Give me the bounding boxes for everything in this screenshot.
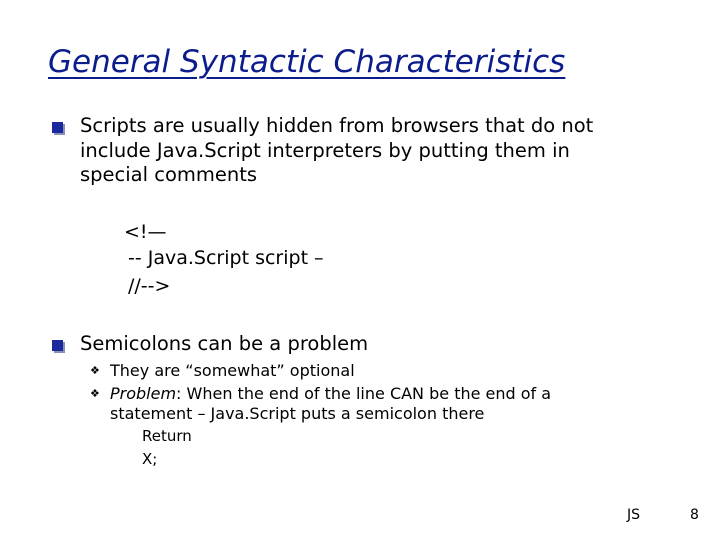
bullet-1-line-1: Scripts are usually hidden from browsers that do not xyxy=(80,114,594,137)
sub-bullet-2-emphasis: Problem xyxy=(110,384,177,403)
code-line-2: -- Java.Script script – xyxy=(128,247,324,269)
sub-bullet-2-rest: : When the end of the line CAN be the end of a xyxy=(176,384,552,403)
footer-label: JS xyxy=(627,507,641,523)
bullet-2-text: Semicolons can be a problem xyxy=(80,332,369,355)
slide-title: General Syntactic Characteristics xyxy=(48,44,566,80)
sub-bullet-1: They are “somewhat” optional xyxy=(110,361,355,380)
diamond-bullet-icon: ❖ xyxy=(90,364,100,377)
diamond-bullet-icon: ❖ xyxy=(90,387,100,400)
code-line-1: <!— xyxy=(124,221,167,243)
bullet-1-line-3: special comments xyxy=(80,163,258,186)
sub-bullet-2-continuation: statement – Java.Script puts a semicolon there xyxy=(110,404,485,423)
example-line-1: Return xyxy=(142,427,192,445)
example-line-2: X; xyxy=(142,450,158,468)
square-bullet-icon xyxy=(52,340,63,351)
code-line-3: //--> xyxy=(128,275,171,297)
page-number: 8 xyxy=(690,507,699,523)
square-bullet-icon xyxy=(52,122,63,133)
sub-bullet-2 xyxy=(110,384,551,404)
bullet-1-line-2: include Java.Script interpreters by putting them in xyxy=(80,139,570,162)
